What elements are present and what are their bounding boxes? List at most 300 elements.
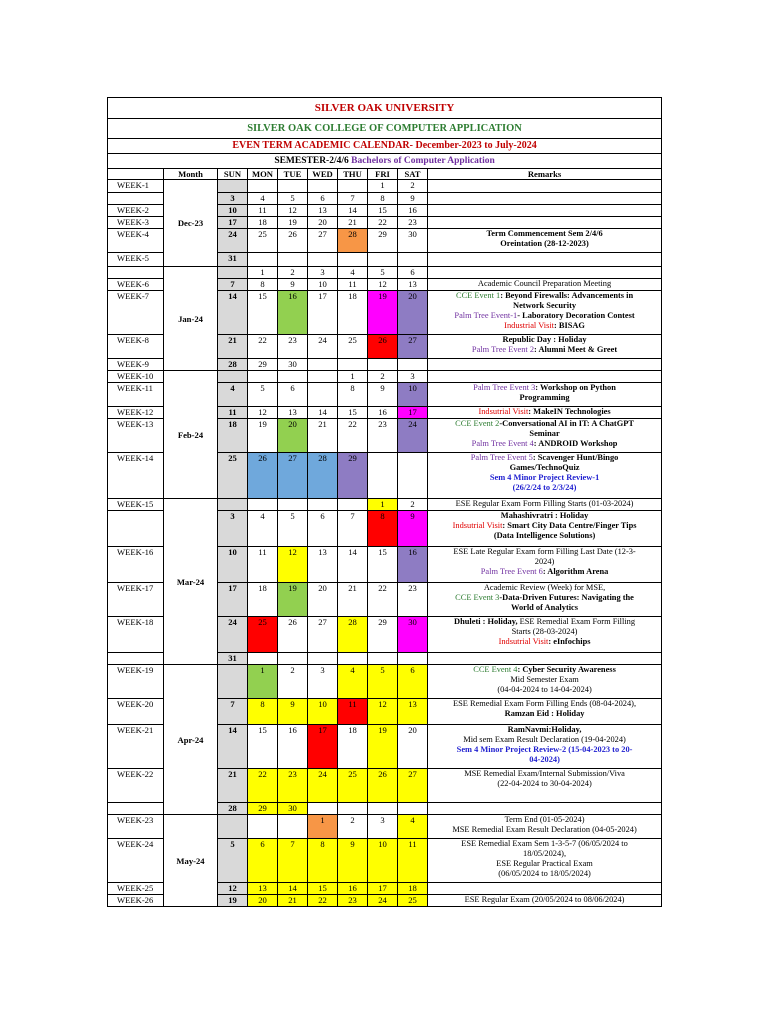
day-cell: 22: [248, 769, 278, 803]
remark-text: Games/TechnoQuiz: [509, 463, 580, 472]
column-header: FRI: [368, 169, 398, 180]
day-cell: 19: [278, 583, 308, 617]
day-cell: 22: [248, 335, 278, 359]
day-cell: 3: [398, 371, 428, 383]
week-label: WEEK-8: [108, 335, 164, 359]
column-header: Remarks: [428, 169, 662, 180]
week-label: [108, 803, 164, 815]
day-cell: 21: [338, 217, 368, 229]
day-cell: 16: [278, 291, 308, 335]
day-cell: 13: [398, 279, 428, 291]
remark-text: Mid Semester Exam: [510, 675, 579, 684]
remarks-cell: [428, 725, 662, 769]
day-cell: 23: [278, 769, 308, 803]
day-cell: 17: [398, 407, 428, 419]
remark-text: ESE Late Regular Exam form Filling Last Date (12-3-: [453, 547, 636, 556]
day-cell: [368, 653, 398, 665]
week-label: WEEK-25: [108, 883, 164, 895]
remarks-cell: [428, 193, 662, 205]
day-cell: 9: [398, 511, 428, 547]
remark-text: Programming: [519, 393, 570, 402]
week-label: WEEK-10: [108, 371, 164, 383]
day-cell: 4: [248, 193, 278, 205]
remarks-cell: [428, 499, 662, 511]
column-header: TUE: [278, 169, 308, 180]
remark-line: [429, 547, 660, 557]
day-cell: 11: [338, 699, 368, 725]
day-cell: 6: [398, 267, 428, 279]
remark-text: Industrial Visit: [504, 321, 554, 330]
day-cell: 17: [308, 291, 338, 335]
remark-text: Term End (01-05-2024): [504, 815, 585, 824]
day-cell: 5: [248, 383, 278, 407]
week-label: WEEK-20: [108, 699, 164, 725]
remark-line: [429, 321, 660, 331]
remarks-cell: [428, 653, 662, 665]
week-label: WEEK-3: [108, 217, 164, 229]
week-label: WEEK-18: [108, 617, 164, 653]
month-label: Jan-24: [164, 267, 218, 371]
day-cell: 10: [218, 205, 248, 217]
semester-label: SEMESTER-2/4/6: [274, 156, 349, 166]
week-label: WEEK-6: [108, 279, 164, 291]
week-label: WEEK-22: [108, 769, 164, 803]
column-header: SUN: [218, 169, 248, 180]
week-row: [108, 665, 662, 699]
remark-text: CCE Event 3: [455, 593, 500, 602]
week-label: [108, 193, 164, 205]
day-cell: 15: [248, 725, 278, 769]
day-cell: 11: [248, 205, 278, 217]
remark-text: ESE Remedial Exam Sem 1-3-5-7 (06/05/2024 to: [461, 839, 628, 848]
day-cell: 15: [368, 547, 398, 583]
day-cell: 11: [218, 407, 248, 419]
day-cell: [398, 453, 428, 499]
day-cell: 24: [218, 229, 248, 253]
day-cell: 2: [398, 180, 428, 193]
week-label: [108, 511, 164, 547]
day-cell: 25: [338, 335, 368, 359]
day-cell: 8: [308, 839, 338, 883]
college-title: SILVER OAK COLLEGE OF COMPUTER APPLICATION: [108, 119, 662, 139]
remark-text: : ANDROID Workshop: [533, 439, 618, 448]
week-label: WEEK-23: [108, 815, 164, 839]
day-cell: 12: [368, 279, 398, 291]
day-cell: 21: [218, 335, 248, 359]
day-cell: [248, 253, 278, 267]
remarks-cell: [428, 803, 662, 815]
day-cell: [248, 499, 278, 511]
remark-line: [429, 675, 660, 685]
day-cell: [338, 499, 368, 511]
remark-line: [429, 291, 660, 301]
remark-line: [429, 335, 660, 345]
day-cell: 23: [278, 335, 308, 359]
day-cell: 12: [278, 547, 308, 583]
remark-line: [429, 593, 660, 603]
calendar-title: EVEN TERM ACADEMIC CALENDAR- December-2023 to July-2024: [108, 139, 662, 154]
day-cell: 16: [398, 547, 428, 583]
remark-text: Sem 4 Minor Project Review-2 (15-04-2023 to 20-: [456, 745, 633, 754]
day-cell: 2: [278, 267, 308, 279]
day-cell: 3: [218, 193, 248, 205]
day-cell: 19: [368, 291, 398, 335]
day-cell: [308, 499, 338, 511]
remarks-cell: [428, 267, 662, 279]
month-label: Mar-24: [164, 499, 218, 665]
remark-text: Palm Tree Event 3: [473, 383, 536, 392]
day-cell: 27: [398, 335, 428, 359]
remarks-cell: [428, 253, 662, 267]
day-cell: 1: [308, 815, 338, 839]
remark-text: Dhuleti : Holiday,: [454, 617, 518, 626]
remark-text: Mid sem Exam Result Declaration (19-04-2024): [463, 735, 626, 744]
day-cell: 6: [308, 193, 338, 205]
week-label: WEEK-16: [108, 547, 164, 583]
day-cell: 29: [248, 803, 278, 815]
day-cell: 26: [248, 453, 278, 499]
day-cell: 11: [398, 839, 428, 883]
day-cell: 5: [368, 665, 398, 699]
remarks-cell: [428, 453, 662, 499]
day-cell: 22: [368, 583, 398, 617]
remarks-cell: [428, 229, 662, 253]
day-cell: [218, 371, 248, 383]
remark-text: 18/05/2024),: [523, 849, 567, 858]
day-cell: 9: [368, 383, 398, 407]
day-cell: 3: [218, 511, 248, 547]
day-cell: 5: [278, 193, 308, 205]
day-cell: 3: [308, 665, 338, 699]
day-cell: 28: [218, 359, 248, 371]
remark-line: [429, 499, 660, 509]
remark-text: World of Analytics: [511, 603, 579, 612]
remarks-cell: [428, 583, 662, 617]
remark-text: Seminar: [529, 429, 560, 438]
remark-line: [429, 239, 660, 249]
remark-text: (Data Intelligence Solutions): [493, 531, 596, 540]
day-cell: 20: [278, 419, 308, 453]
day-cell: 18: [338, 291, 368, 335]
remark-text: : Workshop on Python: [535, 383, 616, 392]
day-cell: 25: [218, 453, 248, 499]
day-cell: 30: [278, 359, 308, 371]
day-cell: 29: [368, 617, 398, 653]
remarks-cell: [428, 769, 662, 803]
day-cell: 14: [278, 883, 308, 895]
remarks-cell: [428, 371, 662, 383]
week-label: WEEK-4: [108, 229, 164, 253]
column-header: SAT: [398, 169, 428, 180]
day-cell: 6: [308, 511, 338, 547]
remark-line: [429, 869, 660, 879]
remark-line: [429, 567, 660, 577]
day-cell: 1: [368, 499, 398, 511]
remark-text: Oreintation (28-12-2023): [500, 239, 589, 248]
remark-text: Palm Tree Event 2: [471, 345, 535, 354]
day-cell: 7: [338, 511, 368, 547]
day-cell: [278, 180, 308, 193]
day-cell: 19: [218, 895, 248, 907]
day-cell: 27: [308, 617, 338, 653]
day-cell: 10: [308, 699, 338, 725]
remark-text: MSE Remedial Exam Result Declaration (04-05-2024): [452, 825, 637, 834]
day-cell: 16: [278, 725, 308, 769]
day-cell: 3: [368, 815, 398, 839]
academic-calendar-table: [107, 97, 662, 907]
week-row: [108, 371, 662, 383]
remark-text: Palm Tree Event-1: [454, 311, 518, 320]
remark-text: Palm Tree Event 6: [480, 567, 543, 576]
day-cell: 1: [338, 371, 368, 383]
remark-text: : Algorithm Arena: [542, 567, 609, 576]
day-cell: [278, 499, 308, 511]
day-cell: 10: [308, 279, 338, 291]
remark-line: [429, 419, 660, 429]
week-label: WEEK-7: [108, 291, 164, 335]
remark-line: [429, 531, 660, 541]
day-cell: 28: [338, 617, 368, 653]
day-cell: 10: [218, 547, 248, 583]
day-cell: 4: [398, 815, 428, 839]
day-cell: 27: [398, 769, 428, 803]
week-label: WEEK-11: [108, 383, 164, 407]
remarks-cell: [428, 883, 662, 895]
week-label: WEEK-26: [108, 895, 164, 907]
week-label: WEEK-19: [108, 665, 164, 699]
remark-line: [429, 627, 660, 637]
remark-text: CCE Event 1: [455, 291, 501, 300]
day-cell: 7: [218, 279, 248, 291]
remark-text: Indsutrial Visit: [498, 637, 549, 646]
remark-text: Term Commencement Sem 2/4/6: [486, 229, 603, 238]
day-cell: [308, 359, 338, 371]
day-cell: 29: [338, 453, 368, 499]
day-cell: 24: [398, 419, 428, 453]
remark-text: Network Security: [513, 301, 577, 310]
remark-line: [429, 311, 660, 321]
day-cell: 26: [278, 617, 308, 653]
week-row: [108, 180, 662, 193]
remark-line: [429, 301, 660, 311]
remark-text: Indsutrial Visit: [452, 521, 503, 530]
remark-line: [429, 511, 660, 521]
remark-line: [429, 557, 660, 567]
week-label: WEEK-17: [108, 583, 164, 617]
day-cell: 24: [308, 769, 338, 803]
remarks-cell: [428, 815, 662, 839]
day-cell: 25: [338, 769, 368, 803]
remark-line: [429, 859, 660, 869]
day-cell: 24: [308, 335, 338, 359]
remark-line: [429, 815, 660, 825]
day-cell: [398, 803, 428, 815]
day-cell: 13: [278, 407, 308, 419]
remark-line: [429, 725, 660, 735]
day-cell: 16: [368, 407, 398, 419]
week-label: WEEK-5: [108, 253, 164, 267]
day-cell: 9: [278, 699, 308, 725]
remark-line: [429, 685, 660, 695]
day-cell: 8: [368, 193, 398, 205]
remark-line: [429, 453, 660, 463]
day-cell: 17: [218, 217, 248, 229]
day-cell: [338, 803, 368, 815]
remarks-cell: [428, 359, 662, 371]
day-cell: 15: [248, 291, 278, 335]
day-cell: 8: [248, 279, 278, 291]
day-cell: 19: [278, 217, 308, 229]
day-cell: 23: [398, 583, 428, 617]
remarks-cell: [428, 419, 662, 453]
day-cell: 10: [398, 383, 428, 407]
day-cell: 4: [338, 267, 368, 279]
day-cell: 21: [338, 583, 368, 617]
day-cell: 1: [248, 267, 278, 279]
day-cell: 21: [278, 895, 308, 907]
day-cell: 4: [248, 511, 278, 547]
remark-text: Sem 4 Minor Project Review-1: [489, 473, 600, 482]
day-cell: 6: [248, 839, 278, 883]
day-cell: 26: [368, 769, 398, 803]
remark-line: [429, 429, 660, 439]
day-cell: 25: [248, 229, 278, 253]
day-cell: 21: [218, 769, 248, 803]
day-cell: [248, 180, 278, 193]
day-cell: [398, 359, 428, 371]
week-row: [108, 267, 662, 279]
week-row: [108, 815, 662, 839]
day-cell: 2: [368, 371, 398, 383]
day-cell: 17: [218, 583, 248, 617]
week-label: [108, 267, 164, 279]
remark-line: [429, 603, 660, 613]
day-cell: 5: [278, 511, 308, 547]
day-cell: 18: [248, 583, 278, 617]
day-cell: 13: [248, 883, 278, 895]
remark-text: (04-04-2024 to 14-04-2024): [497, 685, 592, 694]
remark-line: [429, 779, 660, 789]
remark-text: : Alumni Meet & Greet: [534, 345, 618, 354]
day-cell: [278, 371, 308, 383]
remark-text: Indsutrial Visit: [478, 407, 529, 416]
week-label: WEEK-1: [108, 180, 164, 193]
day-cell: 22: [368, 217, 398, 229]
day-cell: [218, 665, 248, 699]
day-cell: 2: [278, 665, 308, 699]
remarks-cell: [428, 839, 662, 883]
day-cell: 29: [368, 229, 398, 253]
day-cell: 28: [338, 229, 368, 253]
remarks-cell: [428, 665, 662, 699]
day-cell: [338, 253, 368, 267]
day-cell: 20: [308, 583, 338, 617]
remark-line: [429, 383, 660, 393]
remark-line: [429, 849, 660, 859]
remark-text: -Data-Driven Futures: Navigating the: [499, 593, 634, 602]
day-cell: 18: [338, 725, 368, 769]
day-cell: [308, 371, 338, 383]
day-cell: [368, 803, 398, 815]
remark-line: [429, 769, 660, 779]
day-cell: 24: [218, 617, 248, 653]
remark-text: 2024): [534, 557, 555, 566]
day-cell: 8: [338, 383, 368, 407]
day-cell: [368, 359, 398, 371]
remark-text: -Conversational AI in IT: A ChatGPT: [499, 419, 634, 428]
day-cell: 23: [368, 419, 398, 453]
remark-text: (22-04-2024 to 30-04-2024): [497, 779, 592, 788]
column-header: MON: [248, 169, 278, 180]
day-cell: 25: [398, 895, 428, 907]
month-label: May-24: [164, 815, 218, 907]
remarks-cell: [428, 895, 662, 907]
column-header: Month: [164, 169, 218, 180]
week-label: WEEK-13: [108, 419, 164, 453]
day-cell: 9: [338, 839, 368, 883]
day-cell: 31: [218, 653, 248, 665]
day-cell: 7: [278, 839, 308, 883]
week-label: WEEK-9: [108, 359, 164, 371]
remark-text: ESE Regular Practical Exam: [496, 859, 593, 868]
remark-text: ESE Remedial Exam Form Filling Ends (08-04-2024),: [453, 699, 637, 708]
day-cell: 15: [308, 883, 338, 895]
remark-text: Academic Review (Week) for MSE,: [483, 583, 606, 592]
week-label: [108, 653, 164, 665]
remarks-cell: [428, 547, 662, 583]
remark-line: [429, 895, 660, 905]
remark-text: CCE Event 4: [473, 665, 518, 674]
day-cell: 6: [278, 383, 308, 407]
program-label: Bachelors of Computer Application: [351, 156, 495, 166]
day-cell: 4: [218, 383, 248, 407]
remark-text: CCE Event 2: [455, 419, 500, 428]
week-label: WEEK-24: [108, 839, 164, 883]
day-cell: 27: [308, 229, 338, 253]
day-cell: 3: [308, 267, 338, 279]
remark-line: [429, 709, 660, 719]
day-cell: 30: [278, 803, 308, 815]
day-cell: 8: [248, 699, 278, 725]
day-cell: 23: [338, 895, 368, 907]
day-cell: 14: [218, 725, 248, 769]
day-cell: 18: [218, 419, 248, 453]
remark-text: ESE Regular Exam (20/05/2024 to 08/06/2024): [464, 895, 625, 904]
semester-title: [108, 154, 662, 169]
remark-line: [429, 735, 660, 745]
week-row: [108, 499, 662, 511]
day-cell: 6: [398, 665, 428, 699]
day-cell: 17: [368, 883, 398, 895]
day-cell: [368, 253, 398, 267]
remark-text: : eInfochips: [548, 637, 591, 646]
day-cell: 14: [338, 205, 368, 217]
remark-text: (06/05/2024 to 18/05/2024): [498, 869, 591, 878]
remark-text: 04-2024): [529, 755, 560, 764]
day-cell: [278, 653, 308, 665]
day-cell: 13: [398, 699, 428, 725]
day-cell: [398, 653, 428, 665]
day-cell: 29: [248, 359, 278, 371]
day-cell: 5: [368, 267, 398, 279]
column-header: THU: [338, 169, 368, 180]
remark-line: [429, 393, 660, 403]
day-cell: 28: [218, 803, 248, 815]
remark-line: [429, 345, 660, 355]
remarks-cell: [428, 407, 662, 419]
remarks-cell: [428, 205, 662, 217]
remark-line: [429, 699, 660, 709]
